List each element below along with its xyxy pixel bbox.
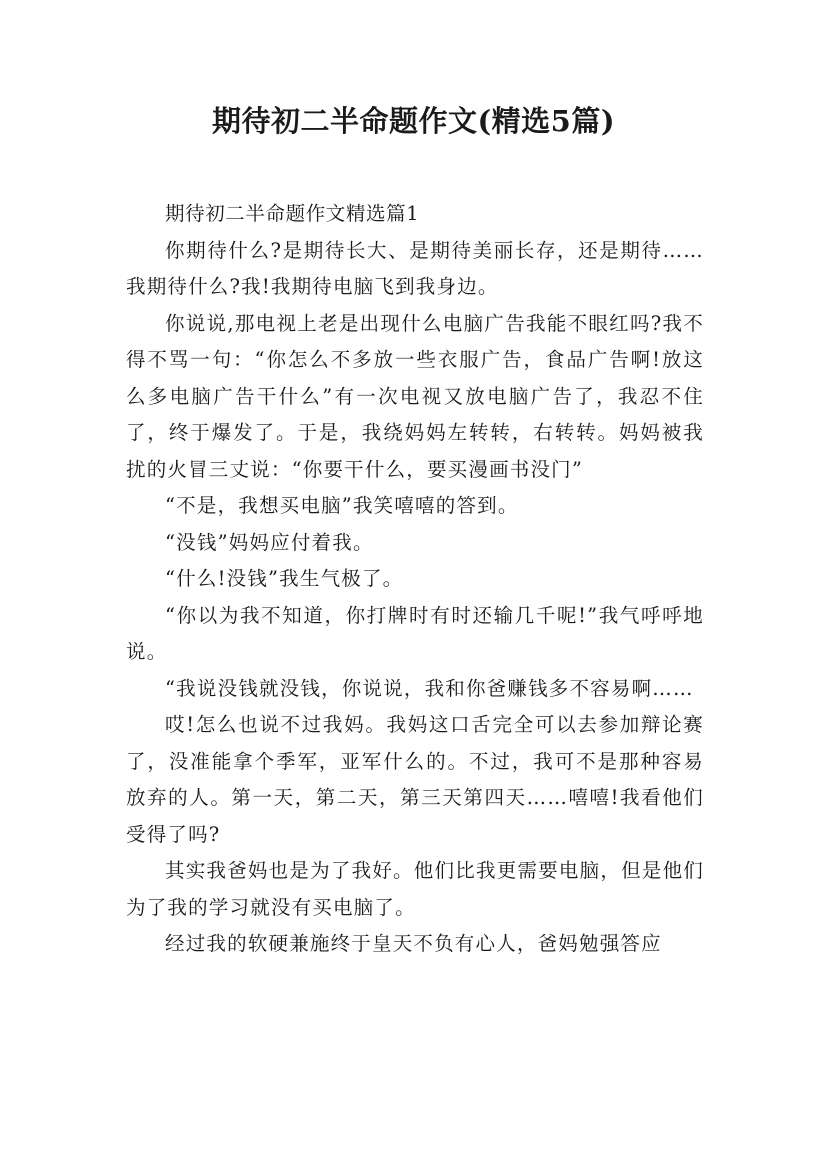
paragraph: 其实我爸妈也是为了我好。他们比我更需要电脑，但是他们为了我的学习就没有买电脑了。	[126, 859, 704, 919]
paragraph: “不是，我想买电脑”我笑嘻嘻的答到。	[165, 494, 519, 517]
paragraph: “没钱”妈妈应付着我。	[165, 530, 374, 554]
paragraph: 你说说,那电视上老是出现什么电脑广告我能不眼红吗?我不得不骂一句：“你怎么不多放一些衣服广告，食品广告啊!放这么多电脑广告干什么”有一次电视又放电脑广告了，我忍不住了，终于爆发了。于是，我绕妈妈左转转，右转转。妈妈被我扰的火冒三丈说：“你要干什么，要买漫画书没门”	[126, 311, 704, 481]
document-body	[126, 196, 704, 963]
paragraph: “你以为我不知道，你打牌时有时还输几千呢!”我气呼呼地说。	[126, 603, 704, 663]
paragraph: 你期待什么?是期待长大、是期待美丽长存，还是期待……我期待什么?我!我期待电脑飞到我身边。	[126, 238, 704, 298]
paragraph: “我说没钱就没钱，你说说，我和你爸赚钱多不容易啊……	[165, 676, 694, 700]
paragraph: “什么!没钱”我生气极了。	[165, 567, 404, 590]
paragraph: 经过我的软硬兼施终于皇天不负有心人，爸妈勉强答应	[165, 932, 662, 955]
document-title: 期待初二半命题作文(精选5篇)	[211, 104, 616, 138]
paragraph: 哎!怎么也说不过我妈。我妈这口舌完全可以去参加辩论赛了，没准能拿个季军，亚军什么的。不过，我可不是那种容易放弃的人。第一天，第二天，第三天第四天……嘻嘻!我看他们受得了吗?	[126, 713, 704, 846]
section-heading: 期待初二半命题作文精选篇1	[165, 202, 420, 225]
